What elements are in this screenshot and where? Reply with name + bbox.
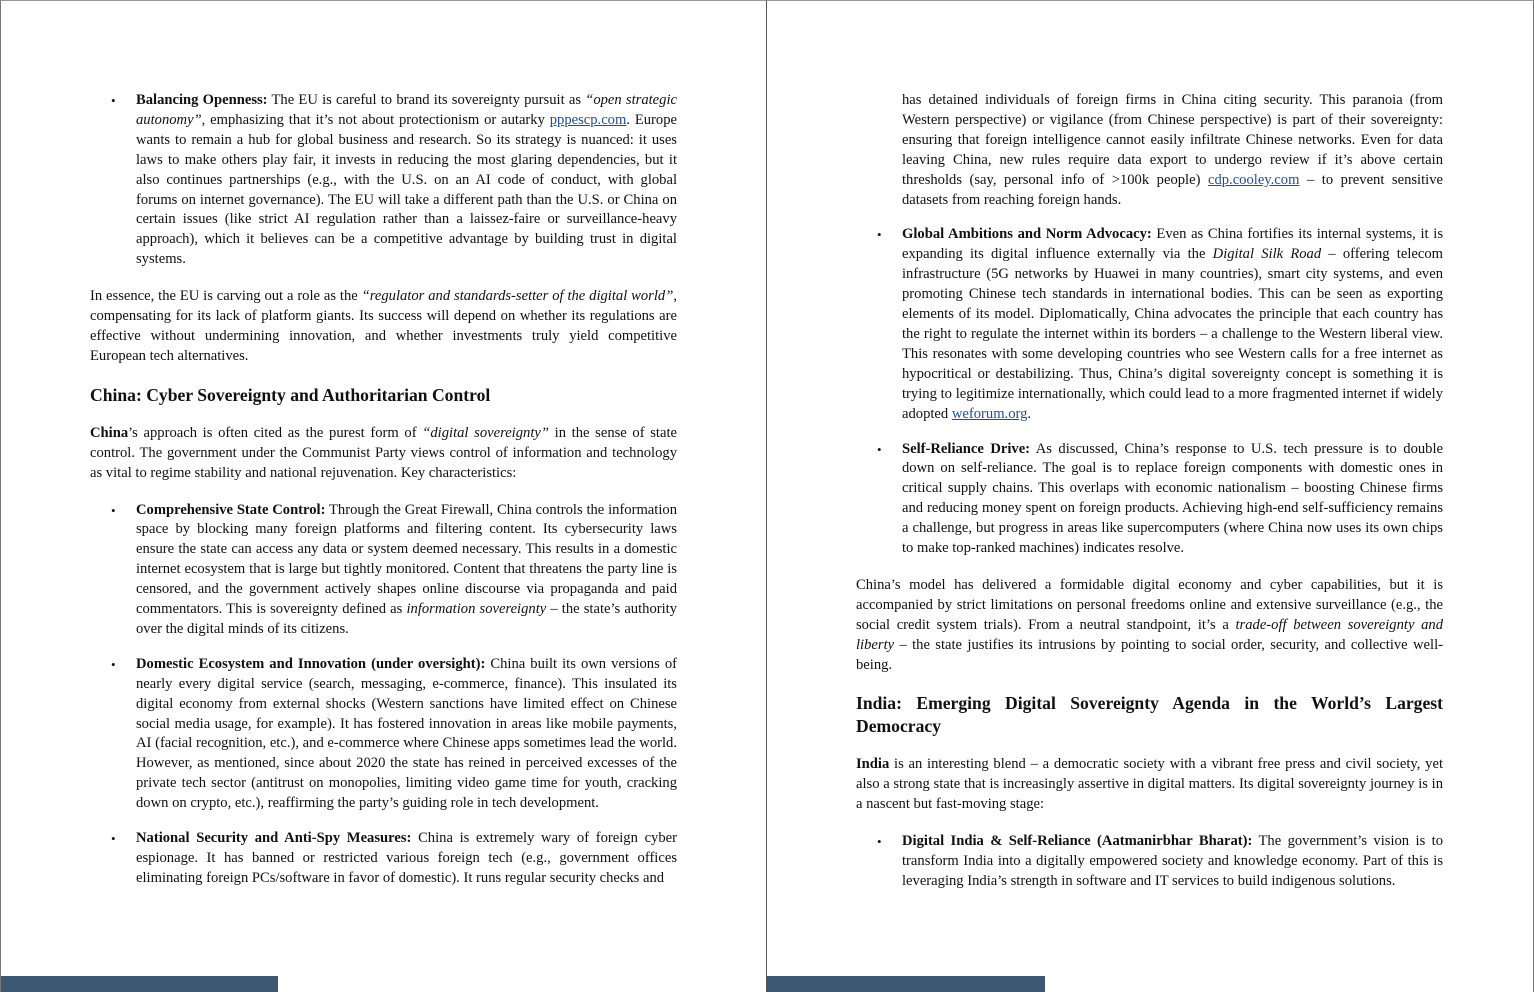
list-item-state-control bbox=[90, 501, 677, 640]
list-item-continuation bbox=[856, 91, 1443, 210]
page-right-content bbox=[856, 91, 1443, 909]
paragraph-text: in the sense of state control. The government under the Communist Party views control of information and technology as vital to regime stability and national rejuvenation. Key characteristics: bbox=[90, 424, 678, 481]
bullet-list-eu bbox=[90, 91, 677, 270]
paragraph-india-intro bbox=[856, 755, 1443, 815]
item-text: – to prevent sensitive datasets from reaching foreign hands. bbox=[902, 171, 1444, 208]
item-text: As discussed, China’s response to U.S. tech pressure is to double down on self-reliance. The goal is to replace foreign components with domestic ones in critical supply chains. This overlaps with economic nationalism – boosting Chinese firms and reducing money spent on foreign products. Achieving high-end self-sufficiency remains a challenge, but progress in areas like supercomputers (where China now uses its own chips to make top-ranked machines) indicates resolve. bbox=[902, 440, 1443, 557]
item-text: , emphasizing that it’s not about protectionism or autarky bbox=[201, 111, 550, 128]
bullet-icon: • bbox=[877, 441, 882, 457]
bullet-list-china-cont bbox=[856, 91, 1443, 559]
list-item-national-security bbox=[90, 829, 677, 889]
bullet-list-china bbox=[90, 501, 677, 889]
paragraph-bold: India bbox=[856, 756, 890, 773]
footer-bar bbox=[767, 976, 1045, 992]
bullet-list-india bbox=[856, 832, 1443, 892]
list-item-digital-india bbox=[856, 832, 1443, 892]
link-pppescp[interactable]: pppescp.com bbox=[549, 111, 627, 128]
link-cooley[interactable]: cdp.cooley.com bbox=[1207, 171, 1300, 188]
paragraph-text: – the state justifies its intrusions by pointing to social order, security, and collective well-being. bbox=[856, 636, 1443, 673]
bullet-icon: • bbox=[111, 656, 116, 672]
bullet-icon: • bbox=[877, 834, 882, 850]
item-title: Domestic Ecosystem and Innovation (under oversight): bbox=[136, 655, 486, 672]
paragraph-essence bbox=[90, 287, 677, 367]
item-text: The government’s vision is to transform India into a digitally empowered society and knowledge economy. Part of this is leveraging India’s strength in software and IT services to build indigenous solutions. bbox=[902, 833, 1443, 889]
item-title: Global Ambitions and Norm Advocacy: bbox=[902, 226, 1152, 243]
list-item-self-reliance bbox=[856, 440, 1443, 559]
item-text: Through the Great Firewall, China controls the information space by blocking many foreign platforms and filtering content. Its cybersecurity laws ensure the state can access any data or system deemed necessary. This results in a domestic internet ecosystem that is large but tightly monitored. Content that threatens the party line is censored, and the government actively shapes online discourse via propaganda and paid commentators. This is sovereignty defined as bbox=[136, 501, 677, 618]
item-emphasis: Digital Silk Road bbox=[1212, 246, 1322, 263]
paragraph-china-model bbox=[856, 576, 1443, 676]
item-text: – offering telecom infrastructure (5G networks by Huawei in many countries), smart city systems, and even promoting Chinese tech standards in international bodies. This can be seen as exporting elements of its model. Diplomatically, China advocates the principle that each country has the right to regulate the internet within its borders – a challenge to the Western liberal view. This resonates with some developing countries who see Western calls for a free internet as hypocritical or destabilizing. Thus, China’s digital sovereignty concept is something it is trying to legitimize internationally, which could lead to a more fragmented internet if widely adopted bbox=[902, 246, 1443, 422]
item-title: Self-Reliance Drive: bbox=[902, 440, 1031, 457]
paragraph-china-intro bbox=[90, 424, 677, 484]
bullet-icon: • bbox=[877, 227, 882, 243]
bullet-icon: • bbox=[111, 502, 116, 518]
list-item-domestic-ecosystem bbox=[90, 655, 677, 814]
item-text: The EU is careful to brand its sovereignty pursuit as bbox=[267, 92, 586, 108]
item-title: Balancing Openness: bbox=[136, 92, 268, 108]
footer-bar bbox=[1, 976, 278, 992]
paragraph-emphasis: “digital sovereignty” bbox=[422, 424, 549, 441]
paragraph-bold: China bbox=[90, 424, 129, 441]
item-title: Digital India & Self-Reliance (Aatmanirbhar Bharat): bbox=[902, 833, 1253, 850]
list-item-global-ambitions bbox=[856, 225, 1443, 424]
bullet-icon: • bbox=[111, 831, 116, 847]
item-text: . bbox=[1027, 405, 1032, 422]
paragraph-text: In essence, the EU is carving out a role as the bbox=[90, 288, 362, 305]
item-title: Comprehensive State Control: bbox=[136, 501, 326, 518]
paragraph-text: is an interesting blend – a democratic society with a vibrant free press and civil society, yet also a strong state that is increasingly assertive in digital matters. Its digital sovereignty journey is in a nascent but fast-moving stage: bbox=[856, 756, 1443, 813]
heading-india: India: Emerging Digital Sovereignty Agenda in the World’s Largest Democracy bbox=[856, 693, 1443, 737]
paragraph-text: , compensating for its lack of platform giants. Its success will depend on whether its regulations are effective without undermining innovation, and whether investments truly yield competitive European tech alternatives. bbox=[90, 288, 677, 364]
page-right bbox=[767, 0, 1534, 992]
paragraph-emphasis: “regulator and standards-setter of the digital world” bbox=[361, 288, 674, 305]
heading-china: China: Cyber Sovereignty and Authoritarian Control bbox=[90, 384, 491, 405]
item-emphasis: information sovereignty bbox=[406, 601, 547, 618]
item-text: has detained individuals of foreign firms in China citing security. This paranoia (from Western perspective) or vigilance (from Chinese perspective) is part of their sovereignty: ensuring that foreign intelligence cannot easily infiltrate Chinese networks. Even for data leaving China, new rules require data export to undergo review if it’s above certain thresholds (say, personal info of >100k people) bbox=[902, 92, 1443, 188]
paragraph-emphasis: trade-off between sovereignty and liberty bbox=[856, 616, 1443, 653]
list-item-balancing-openness bbox=[90, 91, 677, 270]
item-text: – the state’s authority over the digital minds of its citizens. bbox=[136, 601, 678, 637]
item-text: . Europe wants to remain a hub for global business and research. So its strategy is nuanced: it uses laws to make others play fair, it invests in reducing the most glaring dependencies, but it also continues partnerships (e.g., with the U.S. on an AI code of conduct, with global forums on internet governance). The EU will take a different path than the U.S. or China on certain issues (like strict AI regulation rather than a laissez-faire or surveillance-heavy approach), which it believes can be a competitive advantage by building trust in digital systems. bbox=[136, 111, 677, 268]
link-weforum[interactable]: weforum.org bbox=[951, 405, 1028, 422]
paragraph-text: China’s model has delivered a formidable digital economy and cyber capabilities, but it is accompanied by strict limitations on personal freedoms online and extensive surveillance (e.g., the social credit system trials). From a neutral standpoint, it’s a bbox=[856, 576, 1443, 633]
item-text: China is extremely wary of foreign cyber espionage. It has banned or restricted various foreign tech (e.g., government offices eliminating foreign PCs/software in favor of domestic). It runs regular security checks and bbox=[136, 830, 677, 886]
paragraph-text: ’s approach is often cited as the purest form of bbox=[128, 424, 423, 441]
item-title: National Security and Anti-Spy Measures: bbox=[136, 830, 412, 847]
item-text: Even as China fortifies its internal systems, it is expanding its digital influence externally via the bbox=[902, 226, 1443, 263]
bullet-icon: • bbox=[111, 93, 116, 108]
page-left-content bbox=[90, 91, 677, 906]
item-emphasis: “open strategic autonomy” bbox=[136, 92, 677, 128]
item-text: China built its own versions of nearly every digital service (search, messaging, e-commerce, finance). This insulated its digital economy from external shocks (Western sanctions have limited effect on Chinese social media usage, for example). It has fostered innovation in areas like mobile payments, AI (facial recognition, etc.), and e-commerce where Chinese apps sometimes lead the world. However, as mentioned, since about 2020 the state has reined in perceived excesses of the private tech sector (antitrust on monopolies, limiting video game time for youth, cracking down on crypto, etc.), reaffirming the party’s guiding role in tech development. bbox=[136, 655, 678, 812]
